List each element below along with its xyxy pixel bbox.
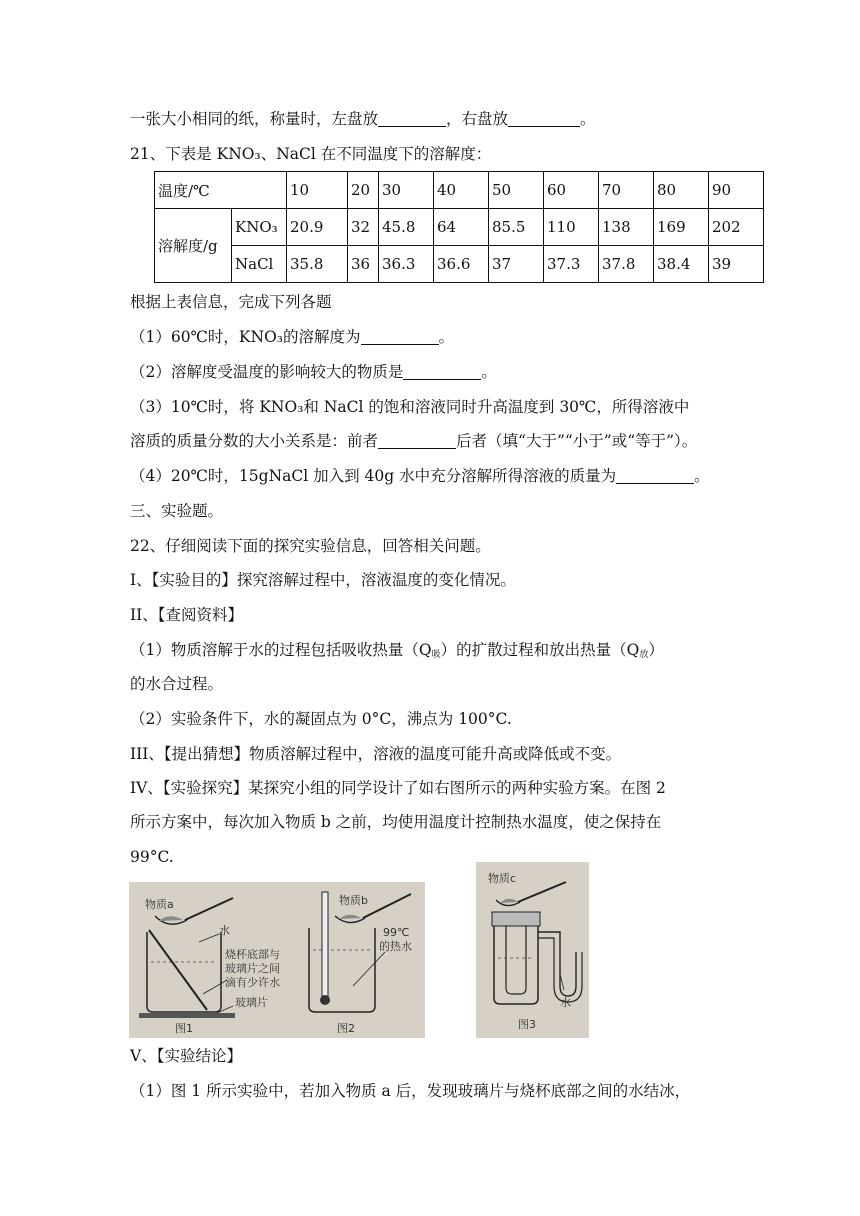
references-heading: II、【查阅资料】 [130,606,243,624]
answer-blank[interactable] [361,328,439,345]
table-cell: 20.9 [287,209,348,246]
question-21-part-3a: （3）10℃时，将 KNO₃和 NaCl 的饱和溶液同时升高温度到 30℃，所得溶液中 [130,398,690,416]
table-cell: 64 [434,209,489,246]
question-21-intro: 根据上表信息，完成下列各题 [130,293,332,311]
label-note-1: 烧杯底部与 [225,948,280,961]
label-fig-3: 图3 [518,1018,536,1031]
solubility-table [154,171,764,283]
label-water: 水 [219,924,230,937]
label-glass: 玻璃片 [235,996,268,1009]
table-row [155,246,764,283]
table-cell: 40 [434,172,489,209]
table-cell: 37 [489,246,544,283]
figure-1-2-image [129,882,425,1038]
table-cell: 50 [489,172,544,209]
label-hot-water-1: 99℃ [383,926,410,939]
answer-blank[interactable] [403,363,481,380]
table-cell: 138 [599,209,654,246]
question-22-title: 22、仔细阅读下面的探究实验信息，回答相关问题。 [130,537,491,555]
table-cell: 37.8 [599,246,654,283]
fill-line-balance: 一张大小相同的纸，称量时，左盘放 ，右盘放 。 [130,110,596,128]
exploration-3: 99°C. [130,848,174,866]
label-fig-2: 图2 [337,1022,355,1035]
label-hot-water-2: 的热水 [379,940,412,953]
table-row-label: NaCl [232,246,287,283]
table-row [155,209,764,246]
table-cell: 36 [348,246,379,283]
experiment-aim: I、【实验目的】探究溶解过程中，溶液温度的变化情况。 [130,571,516,589]
answer-blank[interactable] [616,467,694,484]
table-cell: 202 [709,209,764,246]
table-cell: 20 [348,172,379,209]
table-row-label: KNO₃ [232,209,287,246]
table-header-temp: 温度/℃ [155,172,287,209]
lab-apparatus-drawing [129,882,425,1038]
reference-1-cont: 的水合过程。 [130,675,224,693]
question-21-part-4: （4）20℃时，15gNaCl 加入到 40g 水中充分溶解所得溶液的质量为 。 [130,467,710,485]
table-cell: 85.5 [489,209,544,246]
label-substance-a: 物质a [145,898,174,911]
table-cell: 60 [544,172,599,209]
hypothesis: III、【提出猜想】物质溶解过程中，溶液的温度可能升高或降低或不变。 [130,745,622,763]
table-cell: 110 [544,209,599,246]
label-substance-b: 物质b [339,894,368,907]
table-cell: 90 [709,172,764,209]
reference-1: （1）物质溶解于水的过程包括吸收热量$(Q_吸)$的扩散过程和放出热量$(Q_放)$ [130,641,664,660]
reference-2: （2）实验条件下，水的凝固点为 0°C，沸点为 100°C. [130,710,512,728]
table-cell: 36.3 [379,246,434,283]
u-tube-apparatus-drawing [476,862,589,1038]
table-cell: 39 [709,246,764,283]
exploration-1: IV、【实验探究】某探究小组的同学设计了如右图所示的两种实验方案。在图 2 [130,779,666,797]
figure-3-image [476,862,589,1038]
table-cell: 169 [654,209,709,246]
table-cell: 45.8 [379,209,434,246]
table-cell: 80 [654,172,709,209]
question-21-part-2: （2）溶解度受温度的影响较大的物质是 。 [130,363,497,381]
section-heading: 三、实验题。 [130,502,224,520]
answer-blank[interactable] [378,110,446,127]
exploration-2: 所示方案中，每次加入物质 b 之前，均使用温度计控制热水温度，使之保持在 [130,813,662,831]
answer-blank[interactable] [378,432,456,449]
label-fig-1: 图1 [175,1022,193,1035]
question-21-title: 21、下表是 KNO₃、NaCl 在不同温度下的溶解度： [130,145,492,163]
table-cell: 37.3 [544,246,599,283]
table-header-solubility: 溶解度/g [155,209,232,283]
conclusion-1: （1）图 1 所示实验中，若加入物质 a 后，发现玻璃片与烧杯底部之间的水结冰， [130,1082,691,1100]
table-cell: 36.6 [434,246,489,283]
table-cell: 38.4 [654,246,709,283]
table-cell: 10 [287,172,348,209]
table-cell: 30 [379,172,434,209]
table-cell: 70 [599,172,654,209]
label-note-3: 滴有少许水 [225,976,280,989]
label-substance-c: 物质c [488,872,517,885]
label-water: 水 [560,996,571,1009]
answer-blank[interactable] [508,110,580,127]
question-21-part-1: （1）60℃时，KNO₃的溶解度为 。 [130,328,455,346]
table-row [155,172,764,209]
question-21-part-3b: 溶质的质量分数的大小关系是：前者 后者（填“大于”“小于”或“等于”）。 [130,432,698,450]
table-cell: 32 [348,209,379,246]
label-note-2: 玻璃片之间 [225,962,280,975]
conclusion-heading: V、【实验结论】 [130,1047,242,1065]
table-cell: 35.8 [287,246,348,283]
